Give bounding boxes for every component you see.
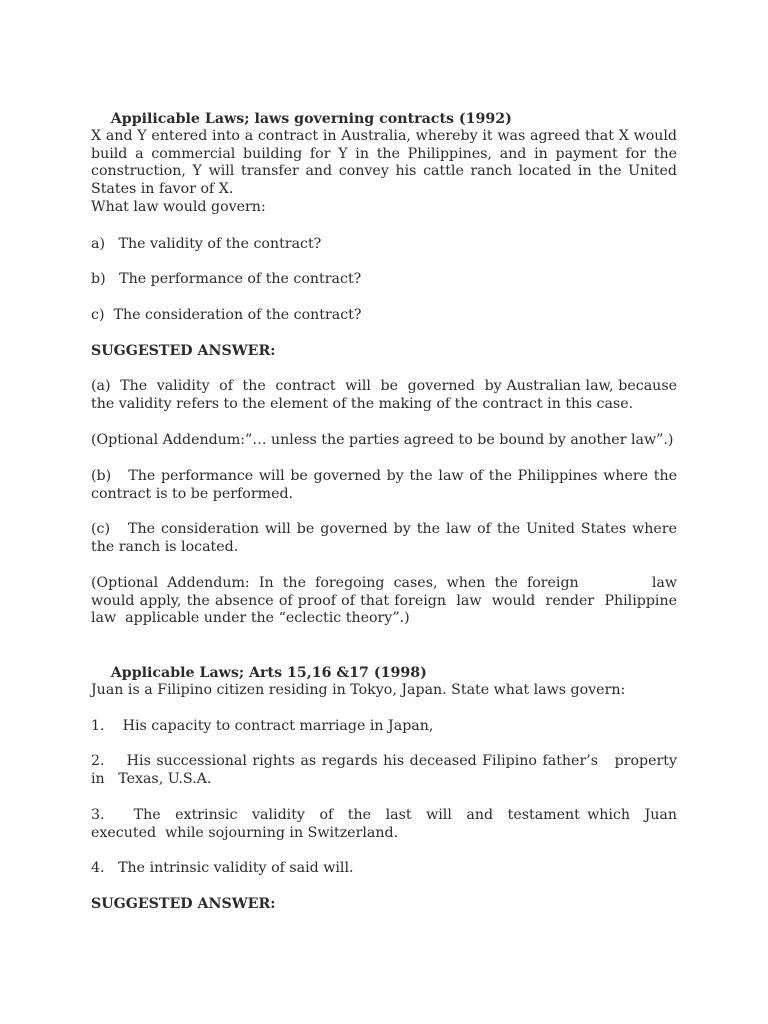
law-item-3: 3. The extrinsic validity of the last will and testament which Juan executed while sojourning in Switzerland. (91, 807, 687, 841)
answer-c: (c) The consideration will be governed by the law of the United States where the ranch is located. (91, 521, 682, 555)
law-item-1: 1. His capacity to contract marriage in Japan, (91, 718, 434, 734)
answer-a: (a) The validity of the contract will be governed by Australian law, because the validity refers to the element of the making of the contract in this case. (91, 378, 682, 412)
question-item-c: c) The consideration of the contract? (91, 307, 362, 323)
heading-rest-part: ; laws governing contracts (1992) (244, 110, 512, 127)
heading-bold-part: Applicable Laws (110, 664, 239, 681)
heading-bold-part: Appilicable Laws (110, 110, 245, 127)
question-item-a: a) The validity of the contract? (91, 236, 322, 252)
juan-facts: Juan is a Filipino citizen residing in Tokyo, Japan. State what laws govern: (91, 682, 626, 698)
question-item-b: b) The performance of the contract? (91, 271, 362, 287)
optional-addendum-2: (Optional Addendum: In the foregoing cases, when the foreign law would apply, the absence of proof of that foreign law would render Philippine law applicable under the “eclectic theory”.) (91, 575, 714, 627)
question-line: What law would govern: (91, 199, 266, 215)
suggested-answer-label-2: SUGGESTED ANSWER: (91, 896, 276, 912)
optional-addendum-1: (Optional Addendum:”… unless the parties agreed to be bound by another law”.) (91, 432, 674, 448)
answer-b: (b) The performance will be governed by the law of the Philippines where the contract is to be performed. (91, 468, 682, 502)
law-item-4: 4. The intrinsic validity of said will. (91, 860, 354, 876)
suggested-answer-label: SUGGESTED ANSWER: (91, 343, 276, 359)
law-item-2: 2. His successional rights as regards his deceased Filipino father’s property in Texas, U.S.A. (91, 753, 691, 787)
heading-rest-part: ; Arts 15,16 &17 (1998) (238, 664, 427, 681)
facts-paragraph: X and Y entered into a contract in Australia, whereby it was agreed that X would build a commercial building for Y in the Philippines, and in payment for the construction, Y will transfer and convey his cattle ranch located in the United States in favor of X. (91, 128, 682, 197)
